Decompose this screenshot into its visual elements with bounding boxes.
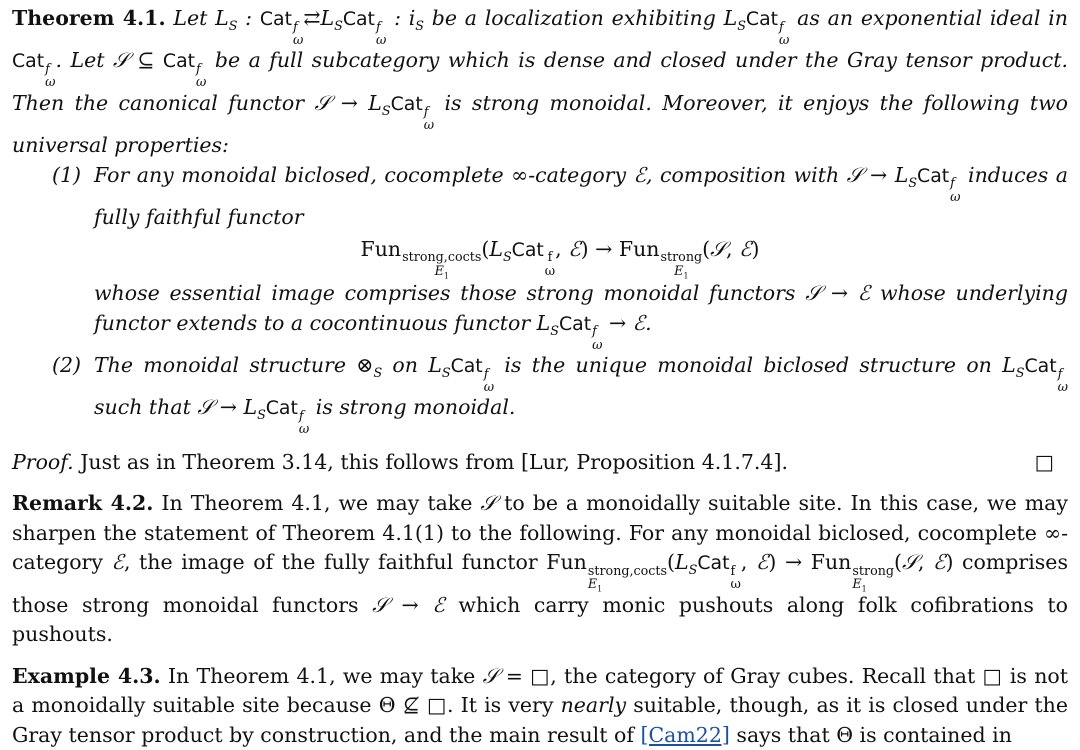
proof-label: Proof. [12,449,74,474]
item-1-text: For any monoidal biclosed, cocomplete ∞-category ℰ, composition with 𝒮 → $L_SCat$ f ω induces a fully faithful functor [94,162,1068,230]
theorem-label: Theorem 4.1. [12,6,166,30]
proof-text: Just as in Theorem 3.14, this follows from [Lur, Proposition 4.1.7.4]. [80,449,788,474]
example-label: Example 4.3. [12,663,161,688]
example-4-3: Example 4.3. In Theorem 4.1, we may take 𝒮 = □, the category of Gray cubes. Recall that □ is not a monoidally suitable site because Θ ⊈ □. It is very nearly suitable, though, as it is closed under the Gray tensor product by construction, and the main result of [Cam22] says that Θ is contained in [12,663,1068,747]
remark-label: Remark 4.2. [12,491,154,516]
qed-square-icon: □ [1034,449,1054,474]
theorem-item-1 [12,161,1068,233]
theorem-text: Let $L_S$ : Cat f ω $⇄L_SCat$ f ω : $i_S$ be a localization exhibiting $L_SCat$ f ω as an exponential ideal in Cat f ω . Let 𝒮 ⊆ Cat f ω be a full subcategory which is dense and closed under the Gray tensor product. Then the canonical functor 𝒮 → $L_SCat$ f ω is strong monoidal. Moreover, it enjoys the following two universal properties: [12,6,1068,158]
theorem-item-1-continued: whose essential image comprises those strong monoidal functors 𝒮 → ℰ whose underlying functor extends to a cocontinuous functor $L_SCat$ f ω → ℰ. [94,281,1068,352]
citation-link[interactable]: [Cam22] [640,722,730,747]
display-equation: Fun strong,cocts $E_1$ ($L_SCat$ f ω , ℰ) → Fun strong $E_1$ (𝒮, ℰ) [360,236,760,281]
remark-4-2: Remark 4.2. In Theorem 4.1, we may take 𝒮 to be a monoidally suitable site. In this case, we may sharpen the statement of Theorem 4.1(1) to the following. For any monoidal biclosed, cocomplete ∞-category ℰ, the image of the fully faithful functor Fun strong,cocts $E_1$ ($L_SCat$ f ω , ℰ) → Fun strong $E_1$ (𝒮, ℰ) comprises those strong monoidal functors 𝒮 → ℰ which carry monic pushouts along folk cofibrations to pushouts. [12,491,1068,647]
theorem-item-2 [12,351,1068,436]
item-2-text: The monoidal structure $\otimes_S$ on $L_SCat$ f ω is the unique monoidal biclosed structure on $L_SCat$ f ω such that 𝒮 → $L_SCat$ f ω is strong monoidal. [94,352,1068,437]
item-number: (2) [52,352,82,377]
item-number: (1) [52,162,82,187]
theorem-4-1 [12,4,1068,161]
proof [12,448,1068,478]
